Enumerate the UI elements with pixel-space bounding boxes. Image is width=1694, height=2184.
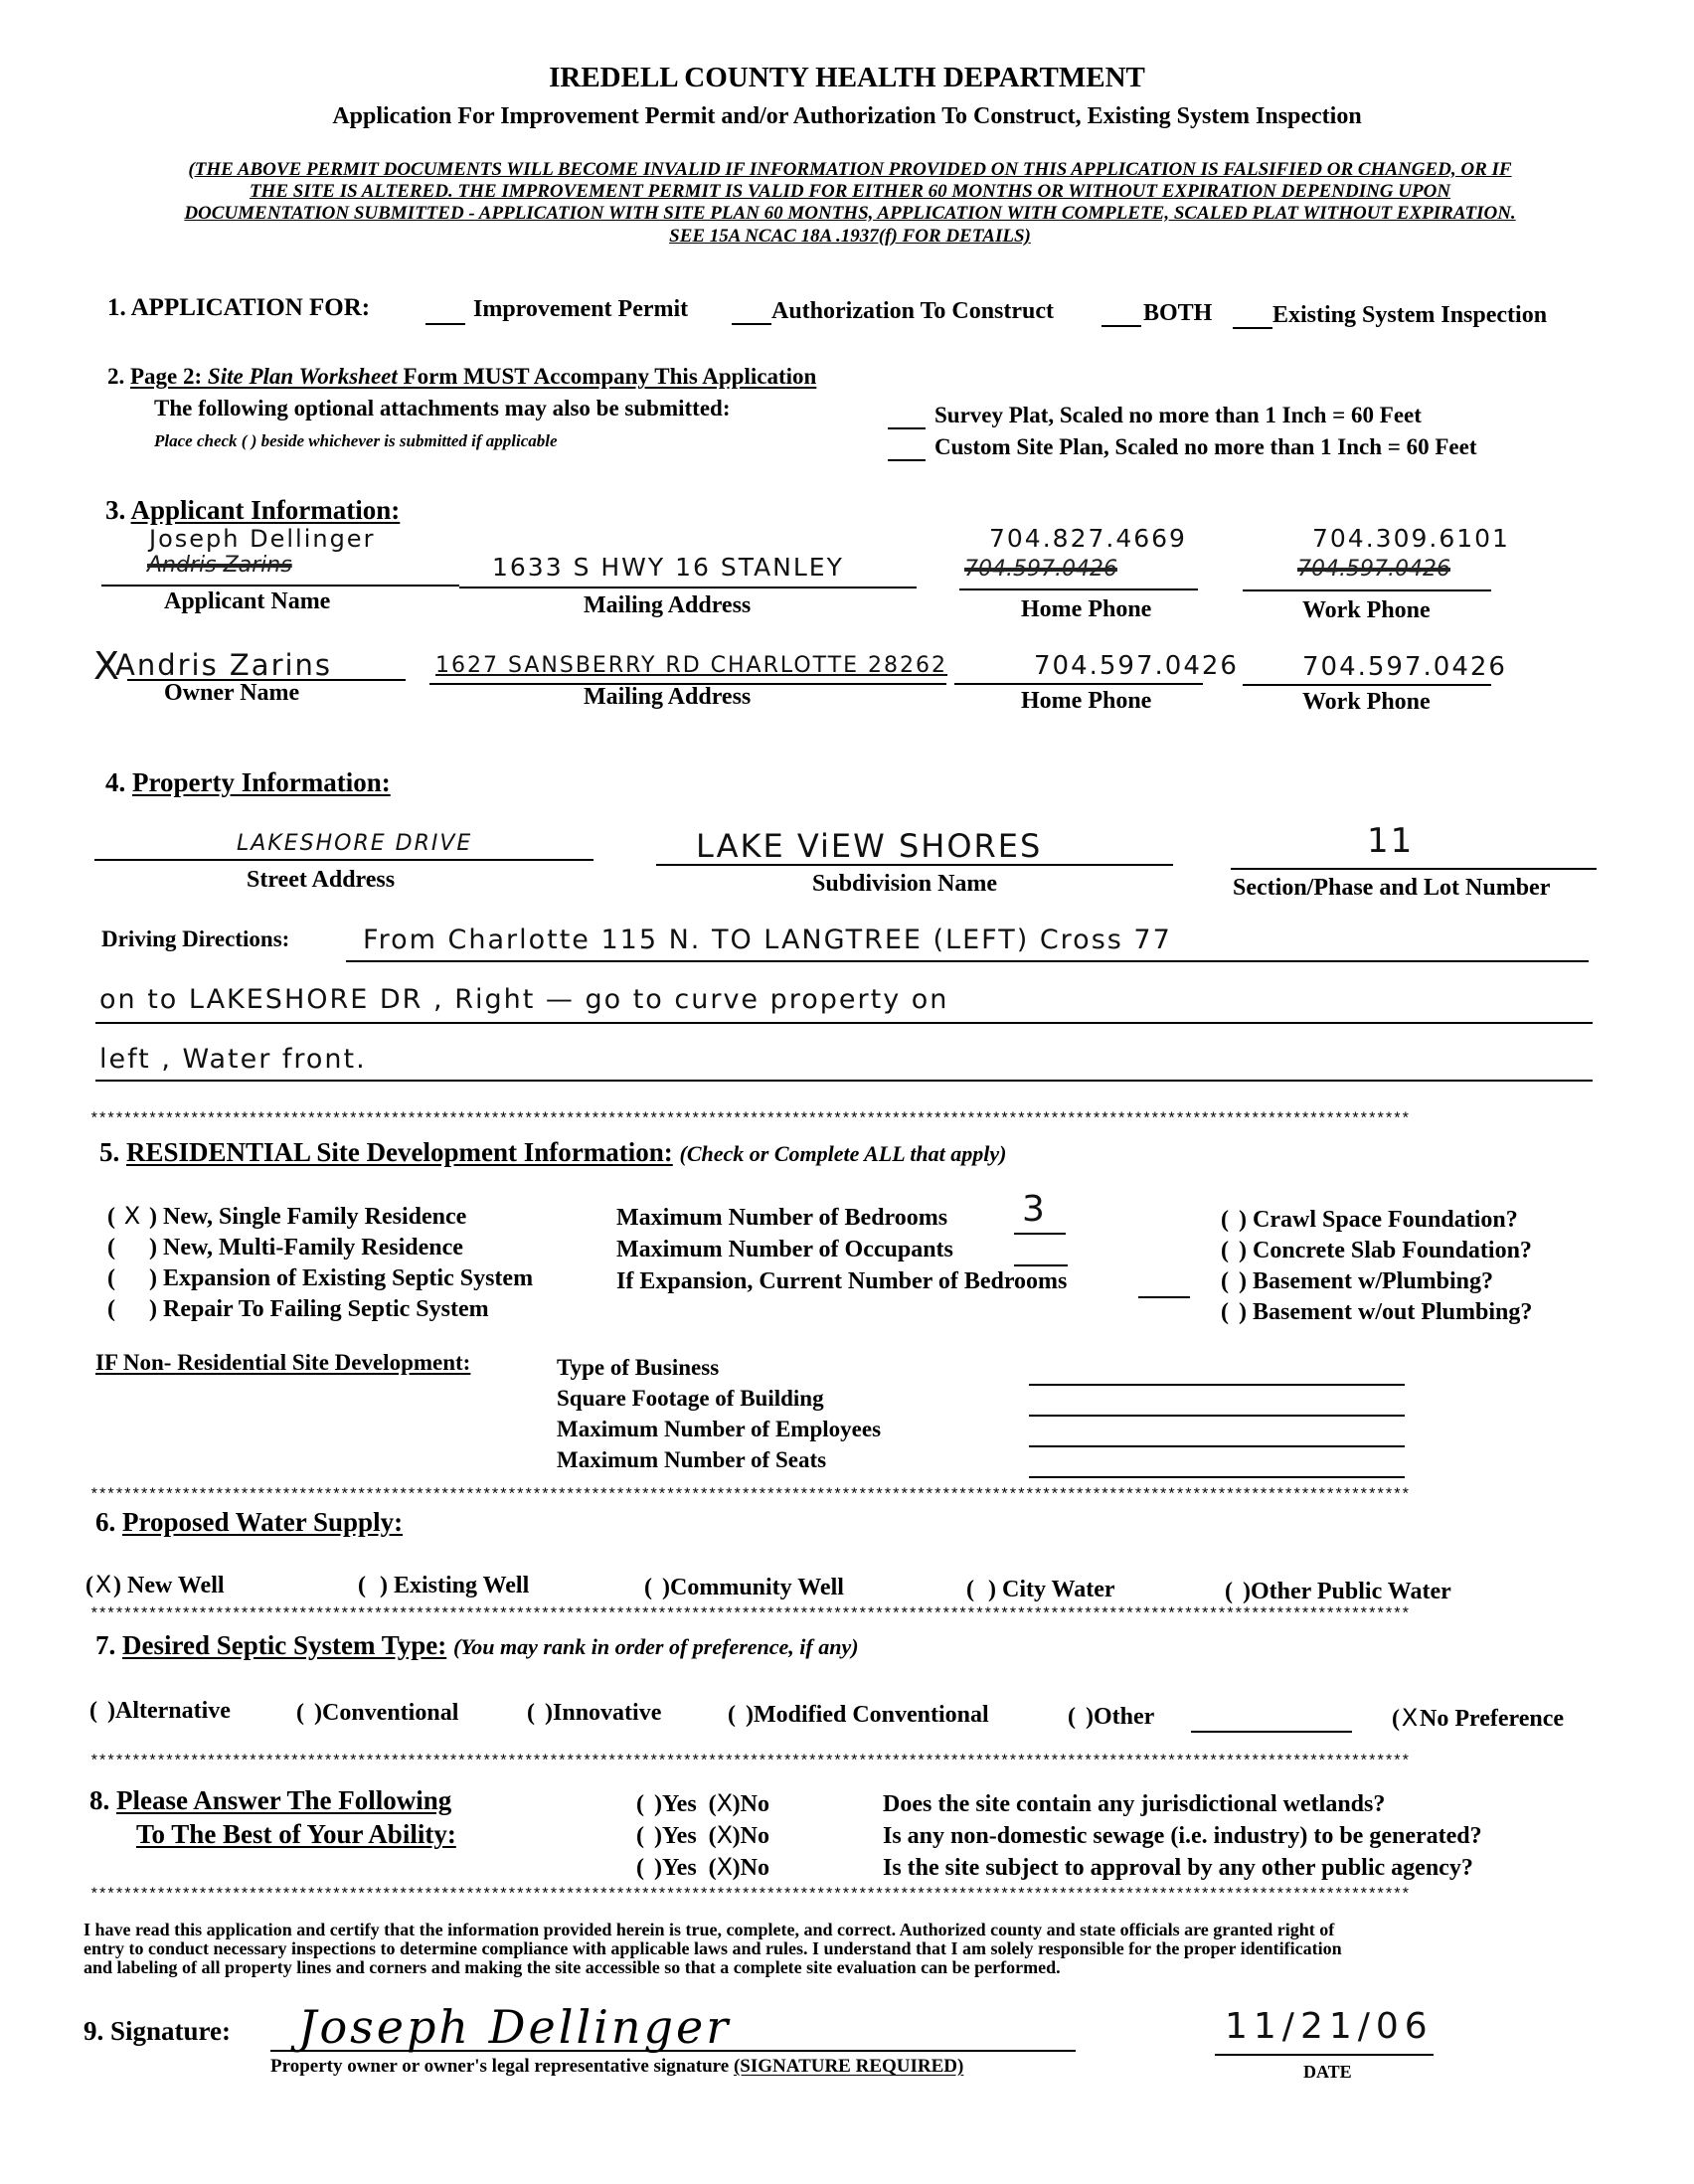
owner-home-phone-label: Home Phone xyxy=(1021,688,1152,714)
place-check-note: Place check ( ) beside whichever is submitted if applicable xyxy=(154,431,558,450)
divider-stars: ************************************************************************************************************************************************************** xyxy=(89,1887,1410,1903)
septic-other-field[interactable] xyxy=(1191,1731,1352,1733)
section8-heading-line1: Please Answer The Following xyxy=(116,1785,452,1815)
option-label: Expansion of Existing Septic System xyxy=(163,1265,534,1291)
option-label: Conventional xyxy=(322,1700,459,1726)
directions-rule-3 xyxy=(95,1080,1593,1082)
improvement-permit-blank[interactable] xyxy=(425,323,465,325)
certification-text xyxy=(84,1921,1634,1977)
disclaimer-line: THE SITE IS ALTERED. THE IMPROVEMENT PERMIT IS VALID FOR EITHER 60 MONTHS OR WITHOUT EXPIRATION DEPENDING UPON xyxy=(249,181,1451,202)
septic-other[interactable]: ( )Other xyxy=(1068,1704,1155,1730)
optional-attachments-text: The following optional attachments may also be submitted: xyxy=(154,396,731,420)
max-employees-label: Maximum Number of Employees xyxy=(557,1417,882,1441)
owner-work-phone-label: Work Phone xyxy=(1302,689,1431,715)
owner-check-mark: X xyxy=(93,644,120,688)
section6-number: 6. xyxy=(95,1507,116,1537)
water-city-water[interactable]: ( ) City Water xyxy=(966,1577,1115,1602)
owner-home-phone[interactable]: 704.597.0426 xyxy=(1034,651,1239,681)
no-label: No xyxy=(740,1823,770,1849)
disclaimer-line: DOCUMENTATION SUBMITTED - APPLICATION WITH SITE PLAN 60 MONTHS, APPLICATION WITH COMPLETE, SCALED PLAT WITHOUT EXPIRATION. xyxy=(184,203,1516,224)
owner-work-phone[interactable]: 704.597.0426 xyxy=(1302,652,1507,682)
checkbox-mark[interactable]: X xyxy=(94,1571,112,1598)
applicant-address-label: Mailing Address xyxy=(584,592,752,618)
option-label: Community Well xyxy=(670,1575,844,1600)
section5-heading-text: RESIDENTIAL Site Development Information: xyxy=(126,1137,673,1167)
street-address-value[interactable]: LAKESHORE DRIVE xyxy=(237,831,473,856)
heading-suffix: Form MUST Accompany This Application xyxy=(397,364,817,389)
option-label: New, Single Family Residence xyxy=(163,1204,467,1230)
option-label: Concrete Slab Foundation? xyxy=(1253,1238,1532,1263)
option-both[interactable]: BOTH xyxy=(1143,300,1213,326)
option-label: Modified Conventional xyxy=(754,1702,989,1728)
section7-number: 7. xyxy=(95,1630,116,1660)
yes-label: Yes xyxy=(662,1791,697,1817)
option-label: Repair To Failing Septic System xyxy=(163,1296,489,1322)
section7-note: (You may rank in order of preference, if any) xyxy=(452,1634,859,1659)
driving-directions-line-1[interactable]: From Charlotte 115 N. TO LANGTREE (LEFT) Cross 77 xyxy=(363,924,1172,955)
applicant-mailing-address[interactable]: 1633 S HWY 16 STANLEY xyxy=(492,553,844,582)
application-for-label: 1. APPLICATION FOR: xyxy=(107,294,371,321)
section5-heading xyxy=(99,1137,1006,1168)
foundation-list xyxy=(1221,1205,1532,1328)
applicant-work-phone-label: Work Phone xyxy=(1302,597,1431,623)
section2-heading xyxy=(107,364,816,390)
lot-number-line xyxy=(1231,868,1597,870)
option-label: No Preference xyxy=(1420,1706,1565,1732)
signature-value[interactable]: Joseph Dellinger xyxy=(298,2000,732,2054)
existing-system-blank[interactable] xyxy=(1233,327,1272,329)
no-label: No xyxy=(740,1855,770,1881)
applicant-name-crossed-out: Andris Zarins xyxy=(147,553,292,578)
max-bedrooms-line xyxy=(1014,1233,1066,1235)
heading-italic: Site Plan Worksheet xyxy=(207,364,398,389)
option-label: Innovative xyxy=(553,1700,662,1726)
foundation-crawl-space[interactable]: ( ) Crawl Space Foundation? xyxy=(1221,1207,1518,1233)
no-option[interactable]: (X)No xyxy=(708,1821,770,1849)
section7-heading-text: Desired Septic System Type: xyxy=(122,1630,447,1660)
residence-type-repair[interactable]: ( ) Repair To Failing Septic System xyxy=(107,1296,489,1322)
question-text: Is the site subject to approval by any other public agency? xyxy=(883,1855,1473,1881)
section3-number: 3. xyxy=(105,495,126,525)
owner-mailing-address[interactable]: 1627 SANSBERRY RD CHARLOTTE 28262 xyxy=(435,653,948,678)
date-line xyxy=(1215,2054,1434,2056)
section5-note: (Check or Complete ALL that apply) xyxy=(679,1141,1007,1166)
applicant-address-line xyxy=(459,587,917,588)
section8-heading xyxy=(89,1785,451,1816)
residence-type-single-family[interactable]: ( X ) New, Single Family Residence xyxy=(107,1202,467,1230)
no-option[interactable]: (X)No xyxy=(708,1789,770,1817)
signature-caption-text: Property owner or owner's legal representative signature xyxy=(270,2056,734,2077)
subdivision-label: Subdivision Name xyxy=(812,871,998,897)
type-of-business-label: Type of Business xyxy=(557,1355,720,1380)
owner-name[interactable]: Andris Zarins xyxy=(115,648,333,682)
divider-stars: ************************************************************************************************************************************************************** xyxy=(89,1606,1410,1622)
option-label: Existing Well xyxy=(394,1573,530,1598)
checkbox-mark[interactable]: X xyxy=(1401,1704,1419,1732)
certification-line: and labeling of all property lines and corners and making the site accessible so that a complete site evaluation can be performed. xyxy=(84,1957,1061,1977)
subdivision-value[interactable]: LAKE ViEW SHORES xyxy=(696,827,1043,865)
street-address-label: Street Address xyxy=(247,867,396,893)
driving-directions-line-2[interactable]: on to LAKESHORE DR , Right — go to curve property on xyxy=(99,984,949,1015)
option-label: City Water xyxy=(1002,1577,1115,1602)
no-mark[interactable]: X xyxy=(716,1789,734,1817)
signature-caption xyxy=(270,2056,963,2078)
date-label: DATE xyxy=(1303,2062,1352,2082)
type-of-business-field[interactable] xyxy=(1029,1384,1405,1386)
owner-name-label: Owner Name xyxy=(164,680,300,706)
no-label: No xyxy=(740,1791,770,1817)
yes-option[interactable]: ( )Yes xyxy=(636,1791,697,1817)
section2-number: 2. xyxy=(107,364,125,389)
question-row xyxy=(636,1853,769,1882)
date-value[interactable]: 11/21/06 xyxy=(1225,2006,1434,2047)
option-label: Other xyxy=(1094,1704,1155,1730)
section8-heading-line2: To The Best of Your Ability: xyxy=(136,1819,456,1849)
disclaimer-line: SEE 15A NCAC 18A .1937(f) FOR DETAILS) xyxy=(669,226,1031,247)
divider-stars: ************************************************************************************************************************************************************** xyxy=(89,1111,1410,1127)
option-label: Crawl Space Foundation? xyxy=(1253,1207,1518,1233)
question-text: Does the site contain any jurisdictional wetlands? xyxy=(883,1791,1386,1817)
both-blank[interactable] xyxy=(1101,325,1141,327)
section2-heading-text xyxy=(130,364,816,389)
foundation-basement-no-plumbing[interactable]: ( ) Basement w/out Plumbing? xyxy=(1221,1299,1533,1325)
heading-prefix: Page 2: xyxy=(130,364,208,389)
option-label: New, Multi-Family Residence xyxy=(163,1235,463,1260)
applicant-work-phone-crossed-out: 704.597.0426 xyxy=(1297,557,1450,582)
department-title: IREDELL COUNTY HEALTH DEPARTMENT xyxy=(549,62,1145,93)
foundation-concrete-slab[interactable]: ( ) Concrete Slab Foundation? xyxy=(1221,1238,1532,1263)
max-seats-label: Maximum Number of Seats xyxy=(557,1447,827,1472)
yes-option[interactable]: ( )Yes xyxy=(636,1823,697,1849)
square-footage-label: Square Footage of Building xyxy=(557,1386,824,1411)
lot-number-label: Section/Phase and Lot Number xyxy=(1233,875,1551,901)
current-bedrooms-label: If Expansion, Current Number of Bedrooms xyxy=(616,1268,1068,1294)
applicant-home-phone-crossed-out: 704.597.0426 xyxy=(964,557,1117,582)
applicant-home-phone-line xyxy=(959,588,1198,590)
foundation-basement-plumbing[interactable]: ( ) Basement w/Plumbing? xyxy=(1221,1268,1494,1294)
section3-heading xyxy=(105,495,400,526)
section5-number: 5. xyxy=(99,1137,120,1167)
driving-directions-label: Driving Directions: xyxy=(101,926,290,951)
option-label: Other Public Water xyxy=(1251,1579,1451,1604)
no-option[interactable]: (X)No xyxy=(708,1853,770,1881)
option-label: Alternative xyxy=(115,1698,231,1724)
directions-rule-1 xyxy=(346,960,1589,962)
septic-modified-conventional[interactable]: ( )Modified Conventional xyxy=(728,1702,989,1728)
question-row xyxy=(636,1789,769,1818)
water-existing-well[interactable]: ( ) Existing Well xyxy=(358,1573,530,1598)
water-new-well[interactable]: (X) New Well xyxy=(85,1571,225,1598)
question-row xyxy=(636,1821,769,1850)
yes-option[interactable]: ( )Yes xyxy=(636,1855,697,1881)
current-bedrooms-line xyxy=(1138,1296,1190,1298)
no-mark[interactable]: X xyxy=(716,1853,734,1881)
owner-address-label: Mailing Address xyxy=(584,684,752,710)
section4-heading-text: Property Information: xyxy=(132,767,391,797)
square-footage-field[interactable] xyxy=(1029,1415,1405,1417)
subdivision-line xyxy=(656,864,1173,866)
residence-type-list xyxy=(107,1201,533,1325)
owner-home-phone-line xyxy=(954,683,1203,685)
septic-innovative[interactable]: ( )Innovative xyxy=(527,1700,662,1726)
signature-line xyxy=(270,2050,1076,2052)
checkbox-mark[interactable]: X xyxy=(123,1202,141,1230)
applicant-home-phone[interactable]: 704.827.4669 xyxy=(989,524,1187,553)
non-residential-fields xyxy=(557,1352,881,1475)
applicant-work-phone[interactable]: 704.309.6101 xyxy=(1312,524,1510,553)
section6-heading xyxy=(95,1507,403,1538)
applicant-name[interactable]: Joseph Dellinger xyxy=(149,525,376,553)
non-residential-heading: IF Non- Residential Site Development: xyxy=(95,1350,471,1375)
option-label: Basement w/out Plumbing? xyxy=(1253,1299,1533,1325)
yes-label: Yes xyxy=(662,1855,697,1881)
residence-type-multi-family[interactable]: ( ) New, Multi-Family Residence xyxy=(107,1235,463,1260)
yes-label: Yes xyxy=(662,1823,697,1849)
section8-number: 8. xyxy=(89,1785,110,1815)
max-bedrooms-label: Maximum Number of Bedrooms xyxy=(616,1205,948,1231)
driving-directions-line-3[interactable]: left , Water front. xyxy=(99,1044,367,1075)
divider-stars: ************************************************************************************************************************************************************** xyxy=(89,1754,1410,1769)
residence-type-expansion[interactable]: ( ) Expansion of Existing Septic System xyxy=(107,1265,534,1291)
divider-stars: ************************************************************************************************************************************************************** xyxy=(89,1487,1410,1503)
section4-heading xyxy=(105,767,391,798)
section7-heading xyxy=(95,1630,859,1661)
attachment-survey-plat[interactable]: Survey Plat, Scaled no more than 1 Inch = 60 Feet xyxy=(934,403,1422,427)
water-community-well[interactable]: ( )Community Well xyxy=(644,1575,844,1600)
signature-label: 9. Signature: xyxy=(84,2016,232,2046)
applicant-name-label: Applicant Name xyxy=(164,588,331,614)
option-label: Basement w/Plumbing? xyxy=(1253,1268,1494,1294)
max-seats-field[interactable] xyxy=(1029,1476,1405,1478)
attachment-custom-site-plan[interactable]: Custom Site Plan, Scaled no more than 1 Inch = 60 Feet xyxy=(934,434,1477,459)
max-occupants-line xyxy=(1014,1264,1068,1266)
custom-site-plan-blank[interactable] xyxy=(888,459,926,461)
signature-required-text: (SIGNATURE REQUIRED) xyxy=(733,2056,964,2077)
max-bedrooms-value[interactable]: 3 xyxy=(1022,1189,1047,1230)
lot-number-value[interactable]: 11 xyxy=(1367,821,1415,861)
directions-rule-2 xyxy=(95,1022,1593,1024)
septic-conventional[interactable]: ( )Conventional xyxy=(296,1700,459,1726)
question-text: Is any non-domestic sewage (i.e. industry) to be generated? xyxy=(883,1823,1482,1849)
water-other-public[interactable]: ( )Other Public Water xyxy=(1225,1579,1451,1604)
option-improvement-permit[interactable]: Improvement Permit xyxy=(473,296,689,322)
no-mark[interactable]: X xyxy=(716,1821,734,1849)
owner-work-phone-line xyxy=(1243,684,1491,686)
certification-line: I have read this application and certify that the information provided herein is true, complete, and correct. Authorized county and state officials are granted right of xyxy=(84,1920,1335,1939)
applicant-name-line xyxy=(101,585,459,587)
street-address-line xyxy=(94,859,593,861)
disclaimer-line: (THE ABOVE PERMIT DOCUMENTS WILL BECOME INVALID IF INFORMATION PROVIDED ON THIS APPLICATION IS FALSIFIED OR CHANGED, OR IF xyxy=(188,159,1512,180)
septic-no-preference[interactable]: (XNo Preference xyxy=(1392,1704,1565,1732)
survey-plat-blank[interactable] xyxy=(888,427,926,429)
section6-heading-text: Proposed Water Supply: xyxy=(122,1507,404,1537)
authorization-blank[interactable] xyxy=(732,323,771,325)
septic-alternative[interactable]: ( )Alternative xyxy=(89,1698,231,1724)
section3-heading-text: Applicant Information: xyxy=(130,495,401,525)
certification-line: entry to conduct necessary inspections to determine compliance with applicable laws and rules. I understand that I am solely responsible for the proper identification xyxy=(84,1938,1342,1958)
max-employees-field[interactable] xyxy=(1029,1445,1405,1447)
option-existing-system-inspection[interactable]: Existing System Inspection xyxy=(1272,302,1548,328)
form-subtitle: Application For Improvement Permit and/or Authorization To Construct, Existing System Inspection xyxy=(332,103,1362,129)
option-label: New Well xyxy=(127,1573,225,1598)
option-authorization-to-construct[interactable]: Authorization To Construct xyxy=(771,298,1055,324)
section4-number: 4. xyxy=(105,767,126,797)
applicant-home-phone-label: Home Phone xyxy=(1021,596,1152,622)
applicant-work-phone-line xyxy=(1243,589,1491,591)
max-occupants-label: Maximum Number of Occupants xyxy=(616,1237,953,1262)
